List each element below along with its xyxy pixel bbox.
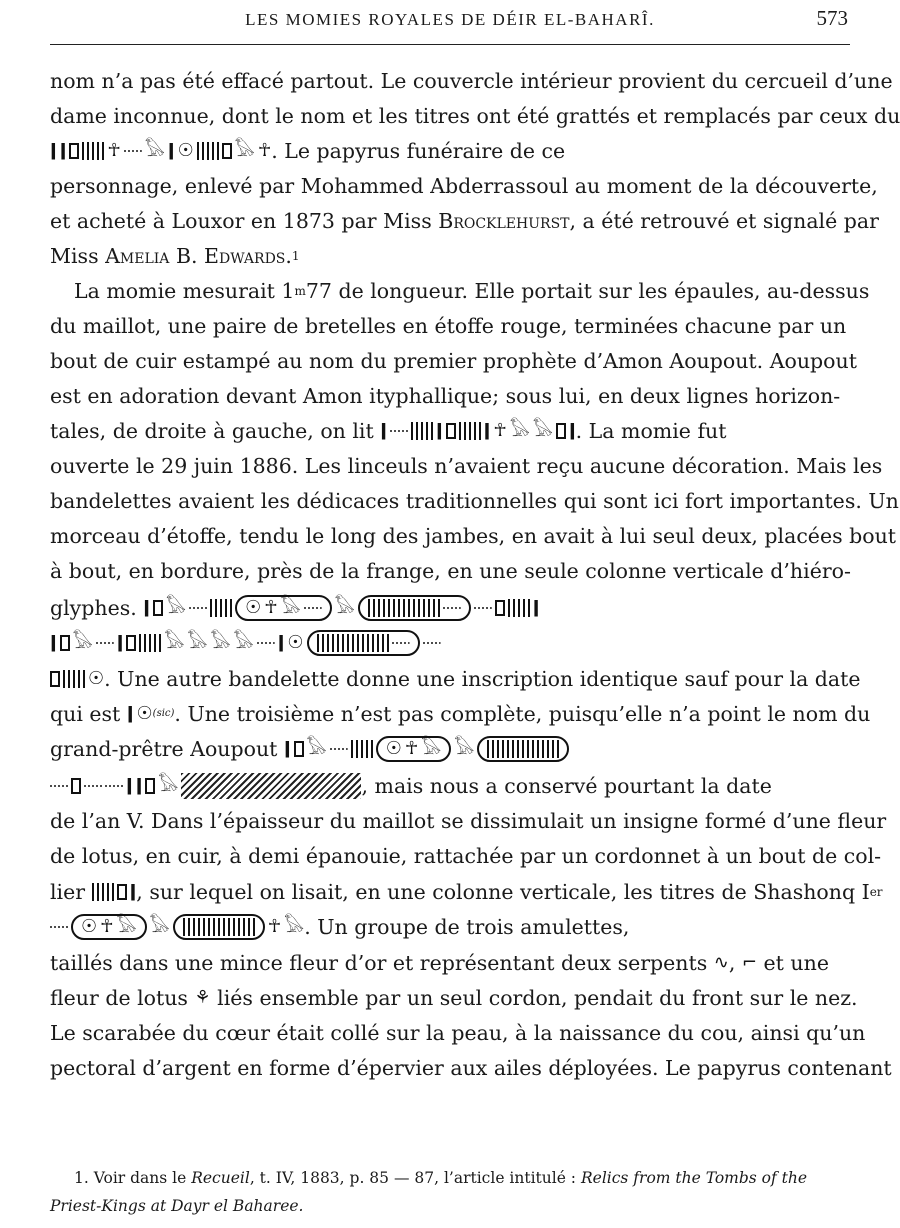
text-line-29 bbox=[50, 1051, 892, 1085]
water-glyph-icon bbox=[330, 745, 348, 753]
vessel-glyph-icon bbox=[117, 884, 127, 900]
text-line-23 bbox=[50, 839, 882, 873]
text-line-9 bbox=[50, 344, 857, 378]
water-glyph-icon bbox=[304, 604, 322, 612]
bird-glyph-icon bbox=[211, 634, 231, 652]
line-text: bandelettes avaient les dédicaces traditionnelles qui sont ici fort importantes. Un bbox=[50, 489, 899, 513]
comb-glyph-icon bbox=[512, 740, 534, 758]
line-text: de lotus, en cuir, à demi épanouie, rattachée par un cordonnet à un bout de col- bbox=[50, 844, 882, 868]
vessel-glyph-icon bbox=[69, 143, 79, 159]
reed-glyph-icon bbox=[136, 777, 143, 795]
reed-glyph-icon bbox=[127, 705, 134, 723]
line-text: morceau d’étoffe, tendu le long des jambes, en avait à lui seul deux, placées bout bbox=[50, 524, 897, 548]
reed-glyph-icon bbox=[117, 634, 124, 652]
bird-glyph-icon bbox=[234, 634, 254, 652]
hieroglyph-group bbox=[92, 877, 137, 907]
water-glyph-icon bbox=[189, 604, 207, 612]
bird-glyph-icon bbox=[335, 599, 355, 617]
reed-glyph-icon bbox=[380, 422, 387, 440]
page-number: 573 bbox=[816, 6, 848, 30]
sun-glyph-icon bbox=[81, 918, 97, 936]
comb-glyph-icon bbox=[351, 740, 373, 758]
cartouche bbox=[477, 736, 569, 762]
header-rule bbox=[50, 44, 850, 45]
water-glyph-icon bbox=[443, 604, 461, 612]
water-glyph-icon bbox=[50, 782, 68, 790]
vessel-glyph-icon bbox=[446, 423, 456, 439]
bird-glyph-icon bbox=[533, 422, 553, 440]
bird-glyph-icon bbox=[188, 634, 208, 652]
cartouche bbox=[173, 914, 265, 940]
vessel-glyph-icon bbox=[495, 600, 505, 616]
hieroglyph-group bbox=[50, 912, 304, 942]
text-line-13 bbox=[50, 484, 899, 518]
reed-glyph-icon bbox=[533, 599, 540, 617]
footnote-title: Priest-Kings at Dayr el Baharee. bbox=[50, 1197, 304, 1215]
footnote-line-1 bbox=[50, 1164, 850, 1192]
line-text: , bbox=[728, 951, 736, 975]
vessel-glyph-icon bbox=[556, 423, 566, 439]
bird-glyph-icon bbox=[73, 634, 93, 652]
line-text: Miss bbox=[50, 244, 99, 268]
line-text: de l’an V. Dans l’épaisseur du maillot se dissimulait un insigne formé d’une fleur bbox=[50, 809, 887, 833]
line-text: dame inconnue, dont le nom et les titres ont été grattés et remplacés par ceux du bbox=[50, 104, 900, 128]
cartouche bbox=[71, 914, 147, 940]
comb-glyph-icon bbox=[508, 599, 530, 617]
line-text: qui est bbox=[50, 702, 121, 726]
line-text: glyphes. bbox=[50, 596, 137, 620]
comb-glyph-icon bbox=[537, 740, 559, 758]
text-line-11 bbox=[50, 414, 850, 448]
serpent-glyph-icon: ∿ bbox=[713, 952, 729, 973]
comb-glyph-icon bbox=[418, 599, 440, 617]
bird-glyph-icon bbox=[307, 740, 327, 758]
water-glyph-icon bbox=[124, 147, 142, 155]
text-line-28 bbox=[50, 1016, 866, 1050]
bird-glyph-icon bbox=[145, 142, 165, 160]
sun-glyph-icon bbox=[386, 740, 402, 758]
line-text: à bout, en bordure, près de la frange, en une seule colonne verticale d’hiéro- bbox=[50, 559, 851, 583]
hieroglyph-group bbox=[50, 771, 361, 801]
text-line-27 bbox=[50, 981, 858, 1015]
sun-glyph-icon bbox=[88, 670, 104, 688]
person-name: Brocklehurst bbox=[438, 209, 570, 233]
text-line-26 bbox=[50, 946, 850, 980]
reed-glyph-icon bbox=[569, 422, 576, 440]
vessel-glyph-icon bbox=[71, 778, 81, 794]
serpent-glyph-icon: ⌐ bbox=[741, 952, 758, 973]
sun-glyph-icon bbox=[245, 599, 261, 617]
ankh-glyph-icon bbox=[264, 599, 277, 617]
reed-glyph-icon bbox=[130, 883, 137, 901]
line-text: bout de cuir estampé au nom du premier prophète d’Amon Aoupout. Aoupout bbox=[50, 349, 857, 373]
text-line-21 bbox=[50, 769, 850, 803]
comb-glyph-icon bbox=[63, 670, 85, 688]
sun-glyph-icon bbox=[137, 705, 153, 723]
text-line-14 bbox=[50, 519, 897, 553]
comb-glyph-icon bbox=[82, 142, 104, 160]
line-text: fleur de lotus bbox=[50, 986, 188, 1010]
text-line-1 bbox=[50, 64, 893, 98]
text-line-16 bbox=[50, 591, 850, 625]
water-glyph-icon bbox=[474, 604, 492, 612]
bird-glyph-icon bbox=[164, 634, 184, 652]
comb-glyph-icon bbox=[342, 634, 364, 652]
footnote-text: , t. IV, 1883, p. 85 — 87, l’article intitulé : bbox=[249, 1169, 577, 1187]
vessel-glyph-icon bbox=[222, 143, 232, 159]
line-text: est en adoration devant Amon ityphallique; sous lui, en deux lignes horizon- bbox=[50, 384, 841, 408]
reed-glyph-icon bbox=[60, 142, 67, 160]
bird-glyph-icon bbox=[281, 599, 301, 617]
line-text: nom n’a pas été effacé partout. Le couvercle intérieur provient du cercueil d’une bbox=[50, 69, 893, 93]
text-line-24 bbox=[50, 875, 883, 909]
text-line-25 bbox=[50, 910, 850, 944]
text-line-8 bbox=[50, 309, 850, 343]
hieroglyph-group bbox=[50, 628, 441, 658]
reed-glyph-icon bbox=[50, 142, 57, 160]
line-text: tales, de droite à gauche, on lit bbox=[50, 419, 374, 443]
person-name: Amelia B. Edwards. bbox=[105, 244, 292, 268]
reed-glyph-icon bbox=[143, 599, 150, 617]
cartouche bbox=[376, 736, 452, 762]
line-text: liés ensemble par un seul cordon, pendait du front sur le nez. bbox=[217, 986, 858, 1010]
line-text: , sur lequel on lisait, en une colonne verticale, les titres de Shashonq I bbox=[136, 880, 870, 904]
page-header bbox=[50, 4, 850, 40]
bird-glyph-icon bbox=[150, 918, 170, 936]
vessel-glyph-icon bbox=[153, 600, 163, 616]
water-glyph-icon bbox=[84, 782, 102, 790]
comb-glyph-icon bbox=[487, 740, 509, 758]
line-text: . Un groupe de trois amulettes, bbox=[304, 915, 630, 939]
footnote-title: Recueil bbox=[191, 1169, 250, 1187]
comb-glyph-icon bbox=[233, 918, 255, 936]
vessel-glyph-icon bbox=[50, 671, 60, 687]
comb-glyph-icon bbox=[411, 422, 433, 440]
comb-glyph-icon bbox=[210, 599, 232, 617]
bird-glyph-icon bbox=[454, 740, 474, 758]
line-text: Le scarabée du cœur était collé sur la peau, à la naissance du cou, ainsi qu’un bbox=[50, 1021, 866, 1045]
water-glyph-icon bbox=[423, 639, 441, 647]
comb-glyph-icon bbox=[368, 599, 390, 617]
hieroglyph-group bbox=[50, 136, 271, 166]
text-line-20 bbox=[50, 732, 850, 766]
line-text: . La momie fut bbox=[575, 419, 727, 443]
comb-glyph-icon bbox=[393, 599, 415, 617]
line-text: 77 de longueur. Elle portait sur les épaules, au-dessus bbox=[305, 279, 870, 303]
footnote-title: Relics from the Tombs of the bbox=[580, 1169, 808, 1187]
footnote-line-2 bbox=[50, 1192, 850, 1220]
comb-glyph-icon bbox=[92, 883, 114, 901]
bird-glyph-icon bbox=[284, 918, 304, 936]
line-text: , a été retrouvé et signalé par bbox=[569, 209, 879, 233]
hieroglyph-group bbox=[127, 699, 153, 729]
text-line-10 bbox=[50, 379, 850, 413]
text-line-6 bbox=[50, 239, 850, 273]
text-line-18 bbox=[50, 662, 861, 696]
line-text: . Une autre bandelette donne une inscription identique sauf pour la date bbox=[104, 667, 861, 691]
cartouche bbox=[235, 595, 332, 621]
hieroglyph-group bbox=[284, 734, 569, 764]
line-text: pectoral d’argent en forme d’épervier aux ailes déployées. Le papyrus contenant bbox=[50, 1056, 892, 1080]
line-text: ouverte le 29 juin 1886. Les linceuls n’avaient reçu aucune décoration. Mais les bbox=[50, 454, 883, 478]
text-line-17 bbox=[50, 626, 850, 660]
footnote-marker: 1 bbox=[291, 249, 300, 263]
line-text: . Le papyrus funéraire de ce bbox=[271, 139, 566, 163]
reed-glyph-icon bbox=[436, 422, 443, 440]
bird-glyph-icon bbox=[158, 777, 178, 795]
cartouche bbox=[358, 595, 471, 621]
footnote-text: 1. Voir dans le bbox=[74, 1169, 187, 1187]
sic-note: (sic) bbox=[152, 708, 175, 719]
cartouche bbox=[307, 630, 420, 656]
reed-glyph-icon bbox=[284, 740, 291, 758]
text-line-2 bbox=[50, 99, 900, 133]
running-title: LES MOMIES ROYALES DE DÉIR EL-BAHARÎ. bbox=[245, 10, 655, 29]
lotus-glyph-icon: ⚘ bbox=[194, 987, 211, 1008]
ankh-glyph-icon bbox=[107, 142, 120, 160]
comb-glyph-icon bbox=[183, 918, 205, 936]
comb-glyph-icon bbox=[367, 634, 389, 652]
reed-glyph-icon bbox=[484, 422, 491, 440]
water-glyph-icon bbox=[392, 639, 410, 647]
water-glyph-icon bbox=[257, 639, 275, 647]
line-text: lier bbox=[50, 880, 86, 904]
water-glyph-icon bbox=[390, 427, 408, 435]
text-line-7 bbox=[50, 274, 870, 308]
comb-glyph-icon bbox=[208, 918, 230, 936]
line-text: taillés dans une mince fleur d’or et représentant deux serpents bbox=[50, 951, 708, 975]
sun-glyph-icon bbox=[287, 634, 303, 652]
reed-glyph-icon bbox=[126, 777, 133, 795]
reed-glyph-icon bbox=[278, 634, 285, 652]
text-line-3 bbox=[50, 134, 850, 168]
ordinal-superscript: er bbox=[869, 885, 883, 899]
comb-glyph-icon bbox=[459, 422, 481, 440]
vessel-glyph-icon bbox=[126, 635, 136, 651]
vessel-glyph-icon bbox=[145, 778, 155, 794]
comb-glyph-icon bbox=[317, 634, 339, 652]
sun-glyph-icon bbox=[178, 142, 194, 160]
text-line-12 bbox=[50, 449, 883, 483]
comb-glyph-icon bbox=[197, 142, 219, 160]
water-glyph-icon bbox=[96, 639, 114, 647]
text-line-19 bbox=[50, 697, 871, 731]
line-text: personnage, enlevé par Mohammed Abderrassoul au moment de la découverte, bbox=[50, 174, 878, 198]
vessel-glyph-icon bbox=[294, 741, 304, 757]
bird-glyph-icon bbox=[510, 422, 530, 440]
erased-hatch-icon bbox=[181, 773, 361, 799]
bird-glyph-icon bbox=[117, 918, 137, 936]
hieroglyph-group bbox=[50, 664, 104, 694]
water-glyph-icon bbox=[105, 782, 123, 790]
vessel-glyph-icon bbox=[60, 635, 70, 651]
text-line-15 bbox=[50, 554, 850, 588]
ankh-glyph-icon bbox=[405, 740, 418, 758]
comb-glyph-icon bbox=[139, 634, 161, 652]
unit-superscript: m bbox=[294, 284, 306, 298]
line-text: , mais nous a conservé pourtant la date bbox=[361, 774, 772, 798]
line-text: et une bbox=[763, 951, 829, 975]
hieroglyph-group bbox=[143, 593, 539, 623]
bird-glyph-icon bbox=[166, 599, 186, 617]
ankh-glyph-icon bbox=[268, 918, 281, 936]
text-line-5 bbox=[50, 204, 879, 238]
bird-glyph-icon bbox=[421, 740, 441, 758]
line-text: grand-prêtre Aoupout bbox=[50, 737, 278, 761]
ankh-glyph-icon bbox=[100, 918, 113, 936]
line-text: et acheté à Louxor en 1873 par Miss bbox=[50, 209, 432, 233]
reed-glyph-icon bbox=[50, 634, 57, 652]
text-line-22 bbox=[50, 804, 887, 838]
line-text: La momie mesurait 1 bbox=[74, 279, 295, 303]
line-text: . Une troisième n’est pas complète, puisqu’elle n’a point le nom du bbox=[174, 702, 871, 726]
hieroglyph-group bbox=[380, 416, 575, 446]
line-text: du maillot, une paire de bretelles en étoffe rouge, terminées chacune par un bbox=[50, 314, 847, 338]
reed-glyph-icon bbox=[168, 142, 175, 160]
ankh-glyph-icon bbox=[493, 422, 506, 440]
water-glyph-icon bbox=[50, 923, 68, 931]
bird-glyph-icon bbox=[235, 142, 255, 160]
ankh-glyph-icon bbox=[258, 142, 271, 160]
text-line-4 bbox=[50, 169, 878, 203]
